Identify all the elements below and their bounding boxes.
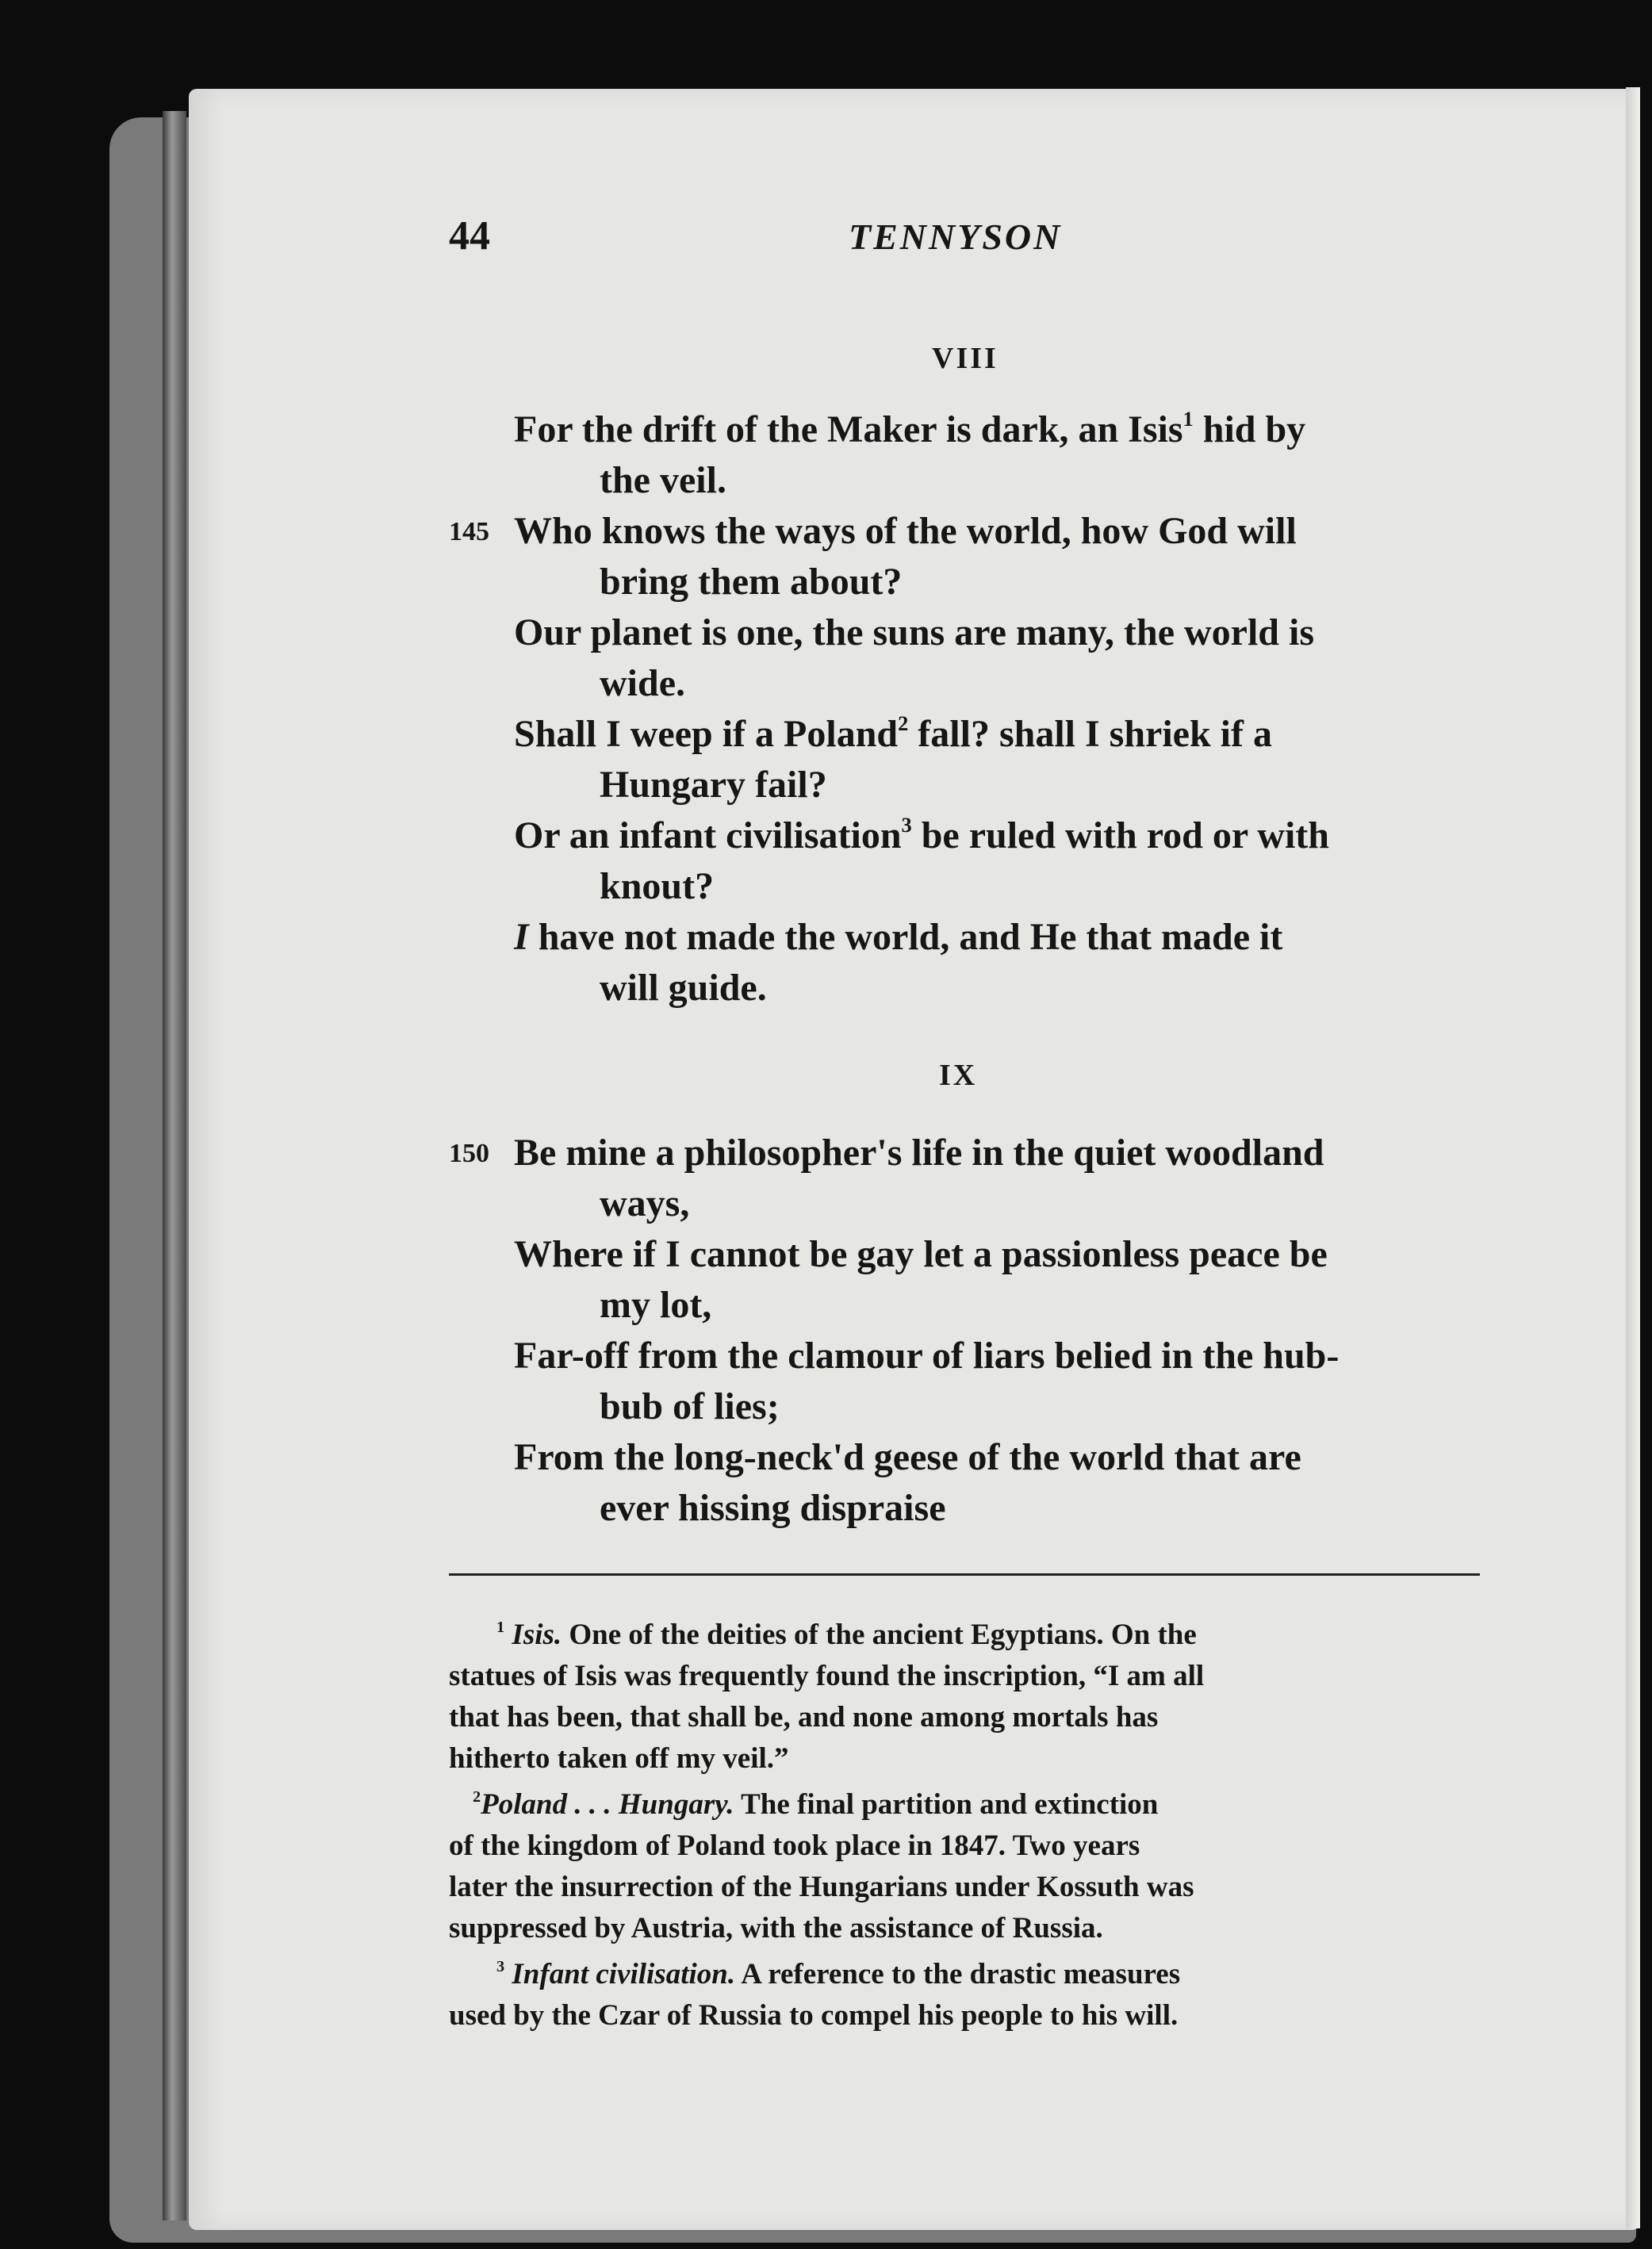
verse-line: wide.: [600, 662, 685, 704]
page-number: 44: [449, 213, 490, 259]
verse-line: Who knows the ways of the world, how God will: [514, 510, 1297, 552]
footnote-line: used by the Czar of Russia to compel his people to his will.: [449, 1999, 1179, 2032]
verse-line: ways,: [600, 1182, 690, 1224]
verse-line: the veil.: [600, 459, 726, 501]
running-title: TENNYSON: [849, 216, 1063, 257]
line-number: 145: [449, 517, 489, 546]
verse-line: my lot,: [600, 1284, 712, 1326]
footnote-ref-3: 3: [901, 813, 912, 837]
verse-line: Be mine a philosopher's life in the quiet woodland: [514, 1132, 1324, 1174]
footnote-ref-1: 1: [1182, 407, 1194, 431]
footnote-line: suppressed by Austria, with the assistance of Russia.: [449, 1912, 1103, 1944]
verse-line: I have not made the world, and He that made it: [514, 916, 1283, 958]
line-number: 150: [449, 1139, 489, 1168]
verse-line: bring them about?: [600, 561, 903, 603]
page-fore-edge: [1626, 87, 1640, 2228]
verse-line: Our planet is one, the suns are many, the world is: [514, 611, 1315, 653]
verse-line: will guide.: [600, 967, 767, 1009]
verse-line: Where if I cannot be gay let a passionless peace be: [514, 1233, 1328, 1275]
footnote-line: later the insurrection of the Hungarians under Kossuth was: [449, 1871, 1194, 1903]
verse-line: From the long-neck'd geese of the world that are: [514, 1436, 1301, 1478]
footnote-line: that has been, that shall be, and none among mortals has: [449, 1701, 1159, 1734]
verse-line: knout?: [600, 865, 715, 907]
footnote-1: $^1$ Isis. One of the deities of the ancient Egyptians. On the: [496, 1618, 1197, 1651]
verse-line: For the drift of the Maker is dark, an Isis$^1$ hid by: [514, 407, 1306, 450]
footnote-2: $^2$Poland . . . Hungary. The final partition and extinction: [473, 1787, 1159, 1821]
footnote-line: of the kingdom of Poland took place in 1847. Two years: [449, 1829, 1140, 1862]
verse-line: Far-off from the clamour of liars belied in the hub-: [514, 1335, 1340, 1377]
verse-line: Shall I weep if a Poland$^2$ fall? shall I shriek if a: [514, 711, 1272, 755]
footnote-ref-2: 2: [898, 711, 909, 736]
footnote-separator: [449, 1573, 1480, 1576]
section-heading-viii: VIII: [932, 342, 998, 375]
verse-line: ever hissing dispraise: [600, 1487, 946, 1529]
footnote-3: $^3$ Infant civilisation. A reference to the drastic measures: [496, 1957, 1181, 1990]
book-spine-edge: [163, 111, 186, 2220]
verse-line: bub of lies;: [600, 1385, 780, 1427]
footnote-line: statues of Isis was frequently found the inscription, “I am all: [449, 1660, 1205, 1692]
verse-line: Or an infant civilisation$^3$ be ruled with rod or with: [514, 813, 1329, 856]
footnote-line: hitherto taken off my veil.”: [449, 1742, 789, 1775]
verse-line: Hungary fail?: [600, 764, 827, 806]
section-heading-ix: IX: [939, 1059, 978, 1092]
